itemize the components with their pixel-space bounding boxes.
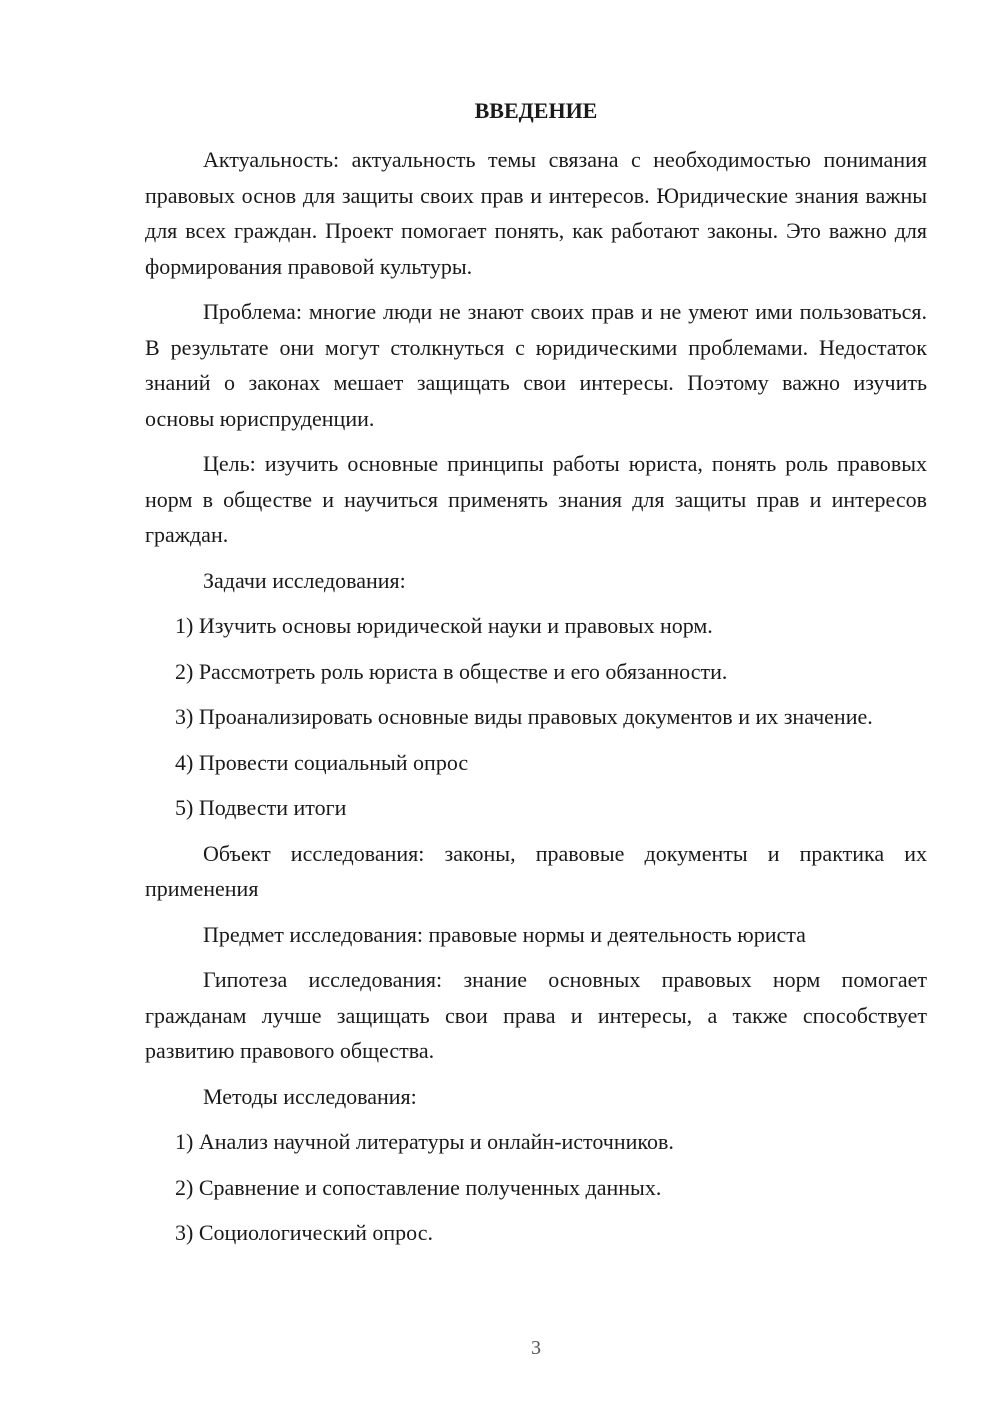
task-item-5: 5) Подвести итоги — [175, 795, 347, 820]
paragraph-hypothesis: Гипотеза исследования: знание основных правовых норм помогает гражданам лучше защищать свои права и интересы, а также способствует развитию правового общества. — [145, 967, 927, 1063]
section-heading: ВВЕДЕНИЕ — [474, 98, 598, 123]
task-item-1: 1) Изучить основы юридической науки и правовых норм. — [175, 613, 713, 638]
paragraph-tasks-intro: Задачи исследования: — [203, 567, 406, 593]
document-body — [145, 142, 927, 1261]
task-item-2: 2) Рассмотреть роль юриста в обществе и его обязанности. — [175, 658, 728, 684]
page-number: 3 — [531, 1337, 541, 1359]
paragraph-goal: Цель: изучить основные принципы работы юриста, понять роль правовых норм в обществе и научиться применять знания для защиты прав и интересов граждан. — [145, 451, 927, 547]
paragraph-methods-intro: Методы исследования: — [203, 1083, 417, 1109]
method-item-1: 1) Анализ научной литературы и онлайн-источников. — [175, 1129, 674, 1154]
paragraph-problem: Проблема: многие люди не знают своих прав и не умеют ими пользоваться. В результате они могут столкнуться с юридическими проблемами. Недостаток знаний о законах мешает защищать свои интересы. Поэтому важно изучить основы юриспруденции. — [145, 299, 927, 431]
method-item-2: 2) Сравнение и сопоставление полученных данных. — [175, 1174, 662, 1200]
task-item-3: 3) Проанализировать основные виды правовых документов и их значение. — [175, 704, 873, 729]
task-item-4: 4) Провести социальный опрос — [175, 749, 469, 775]
paragraph-relevance: Актуальность: актуальность темы связана с необходимостью понимания правовых основ для защиты своих прав и интересов. Юридические знания важны для всех граждан. Проект помогает понять, как работают законы. Это важно для формирования правовой культуры. — [145, 147, 927, 279]
paragraph-subject: Предмет исследования: правовые нормы и деятельность юриста — [203, 921, 806, 947]
paragraph-object: Объект исследования: законы, правовые документы и практика их применения — [145, 840, 927, 901]
method-item-3: 3) Социологический опрос. — [175, 1220, 433, 1245]
